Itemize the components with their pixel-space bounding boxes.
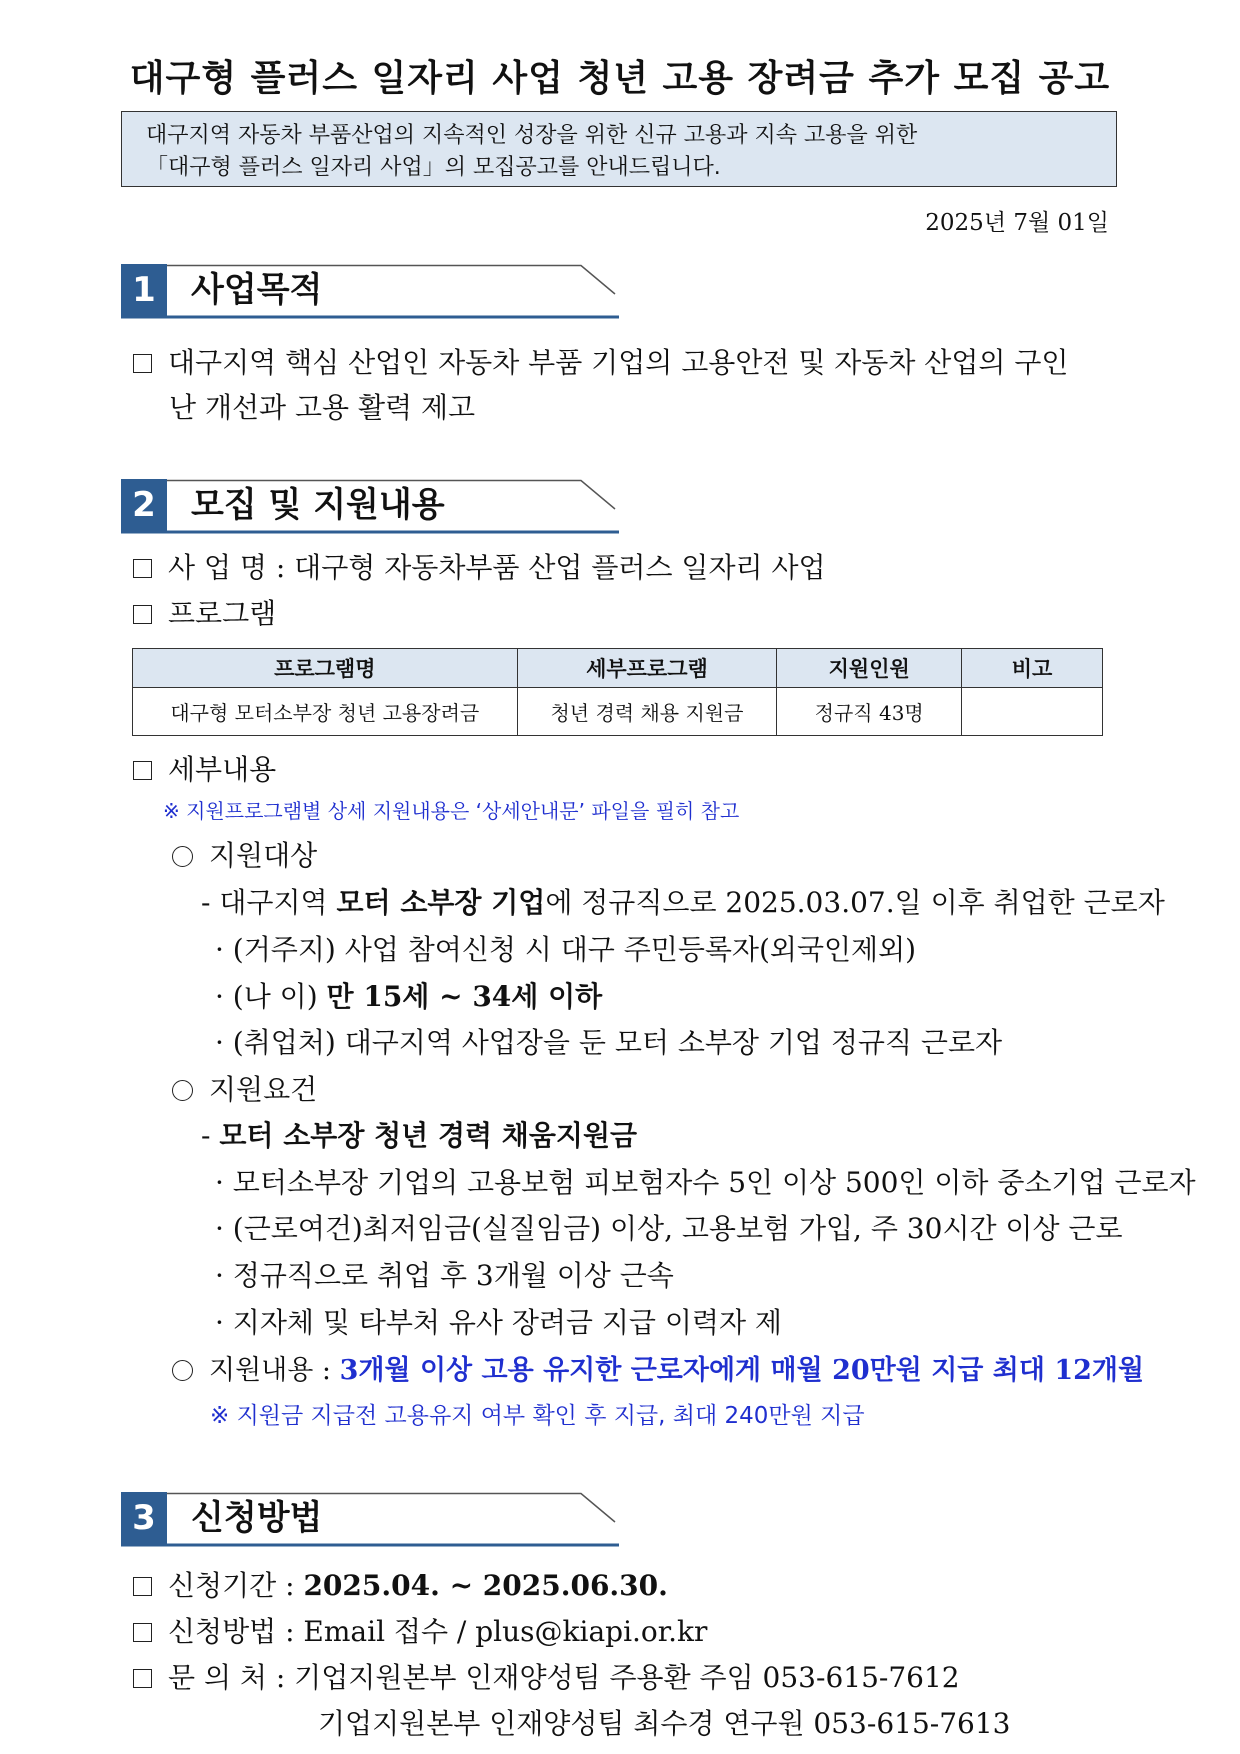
purpose-item-cont: 난 개선과 고용 활력 제고 (169, 391, 476, 424)
notice-date: 2025년 7월 01일 (925, 210, 1109, 236)
requirement-heading: 지원요건 (172, 1068, 317, 1108)
section-number: 1 (121, 264, 167, 316)
requirement-dash: - 모터 소부장 청년 경력 채움지원금 (201, 1119, 638, 1152)
requirement-bullet-3: · 정규직으로 취업 후 3개월 이상 근속 (215, 1259, 674, 1292)
purpose-item: 대구지역 핵심 산업인 자동차 부품 기업의 고용안전 및 자동차 산업의 구인 (133, 341, 1068, 381)
target-dash: - 대구지역 모터 소부장 기업에 정규직으로 2025.03.07.일 이후 취업한 근로자 (201, 886, 1165, 919)
circle-bullet-icon (172, 1080, 193, 1101)
circle-bullet-icon (172, 1360, 193, 1381)
table-cell (962, 688, 1103, 736)
intro-line-2: 「대구형 플러스 일자리 사업」의 모집공고를 안내드립니다. (146, 155, 721, 180)
table-header: 비고 (962, 649, 1103, 688)
support-content: 지원내용 : 3개월 이상 고용 유지한 근로자에게 매월 20만원 지급 최대 12개월 (172, 1348, 1144, 1387)
table-cell: 청년 경력 채용 지원금 (517, 688, 777, 736)
target-bullet-1: · (거주지) 사업 참여신청 시 대구 주민등록자(외국인제외) (215, 933, 917, 966)
contact-item: 문 의 처 : 기업지원본부 인재양성팀 주용환 주임 053-615-7612 (133, 1656, 960, 1696)
section-heading-2 (121, 479, 619, 535)
intro-line-1: 대구지역 자동차 부품산업의 지속적인 성장을 위한 신규 고용과 지속 고용을 위한 (146, 123, 918, 148)
intro-box (121, 111, 1117, 187)
requirement-bullet-2: · (근로여건)최저임금(실질임금) 이상, 고용보험 가입, 주 30시간 이상 근로 (215, 1212, 1123, 1245)
target-bullet-2: · (나 이) 만 15세 ~ 34세 이하 (215, 980, 603, 1013)
table-row (133, 688, 1103, 736)
section-heading-1 (121, 264, 619, 320)
table-header: 프로그램명 (133, 649, 518, 688)
contact-item-2: 기업지원본부 인재양성팀 최수경 연구원 053-615-7613 (318, 1707, 1011, 1740)
support-note: ※ 지원금 지급전 고용유지 여부 확인 후 지급, 최대 240만원 지급 (210, 1403, 865, 1429)
section-label: 모집 및 지원내용 (191, 485, 445, 525)
section-number: 2 (121, 479, 167, 531)
checkbox-square-icon (133, 605, 152, 624)
section-number: 3 (121, 1492, 167, 1544)
table-header: 세부프로그램 (517, 649, 777, 688)
biz-name-item: 사 업 명 : 대구형 자동차부품 산업 플러스 일자리 사업 (133, 546, 826, 586)
table-header: 지원인원 (777, 649, 962, 688)
checkbox-square-icon (133, 1669, 152, 1688)
table-cell: 정규직 43명 (777, 688, 962, 736)
detail-item: 세부내용 (133, 748, 276, 788)
program-item: 프로그램 (133, 592, 276, 632)
target-heading: 지원대상 (172, 834, 317, 874)
checkbox-square-icon (133, 1623, 152, 1642)
apply-period: 신청기간 : 2025.04. ~ 2025.06.30. (133, 1564, 668, 1604)
requirement-bullet-1: · 모터소부장 기업의 고용보험 피보험자수 5인 이상 500인 이하 중소기업 근로자 (215, 1166, 1196, 1199)
target-bullet-3: · (취업처) 대구지역 사업장을 둔 모터 소부장 기업 정규직 근로자 (215, 1026, 1003, 1059)
detail-note: ※ 지원프로그램별 상세 지원내용은 ‘상세안내문’ 파일을 필히 참고 (163, 799, 740, 823)
circle-bullet-icon (172, 846, 193, 867)
checkbox-square-icon (133, 1577, 152, 1596)
apply-method: 신청방법 : Email 접수 / plus@kiapi.or.kr (133, 1610, 707, 1650)
table-header-row (133, 649, 1103, 688)
table-cell: 대구형 모터소부장 청년 고용장려금 (133, 688, 518, 736)
section-label: 신청방법 (191, 1498, 323, 1538)
checkbox-square-icon (133, 354, 152, 373)
section-heading-3 (121, 1492, 619, 1548)
checkbox-square-icon (133, 559, 152, 578)
program-table (132, 648, 1103, 736)
requirement-bullet-4: · 지자체 및 타부처 유사 장려금 지급 이력자 제 (215, 1306, 782, 1339)
section-label: 사업목적 (191, 270, 323, 310)
checkbox-square-icon (133, 761, 152, 780)
page-title: 대구형 플러스 일자리 사업 청년 고용 장려금 추가 모집 공고 (129, 58, 1111, 99)
